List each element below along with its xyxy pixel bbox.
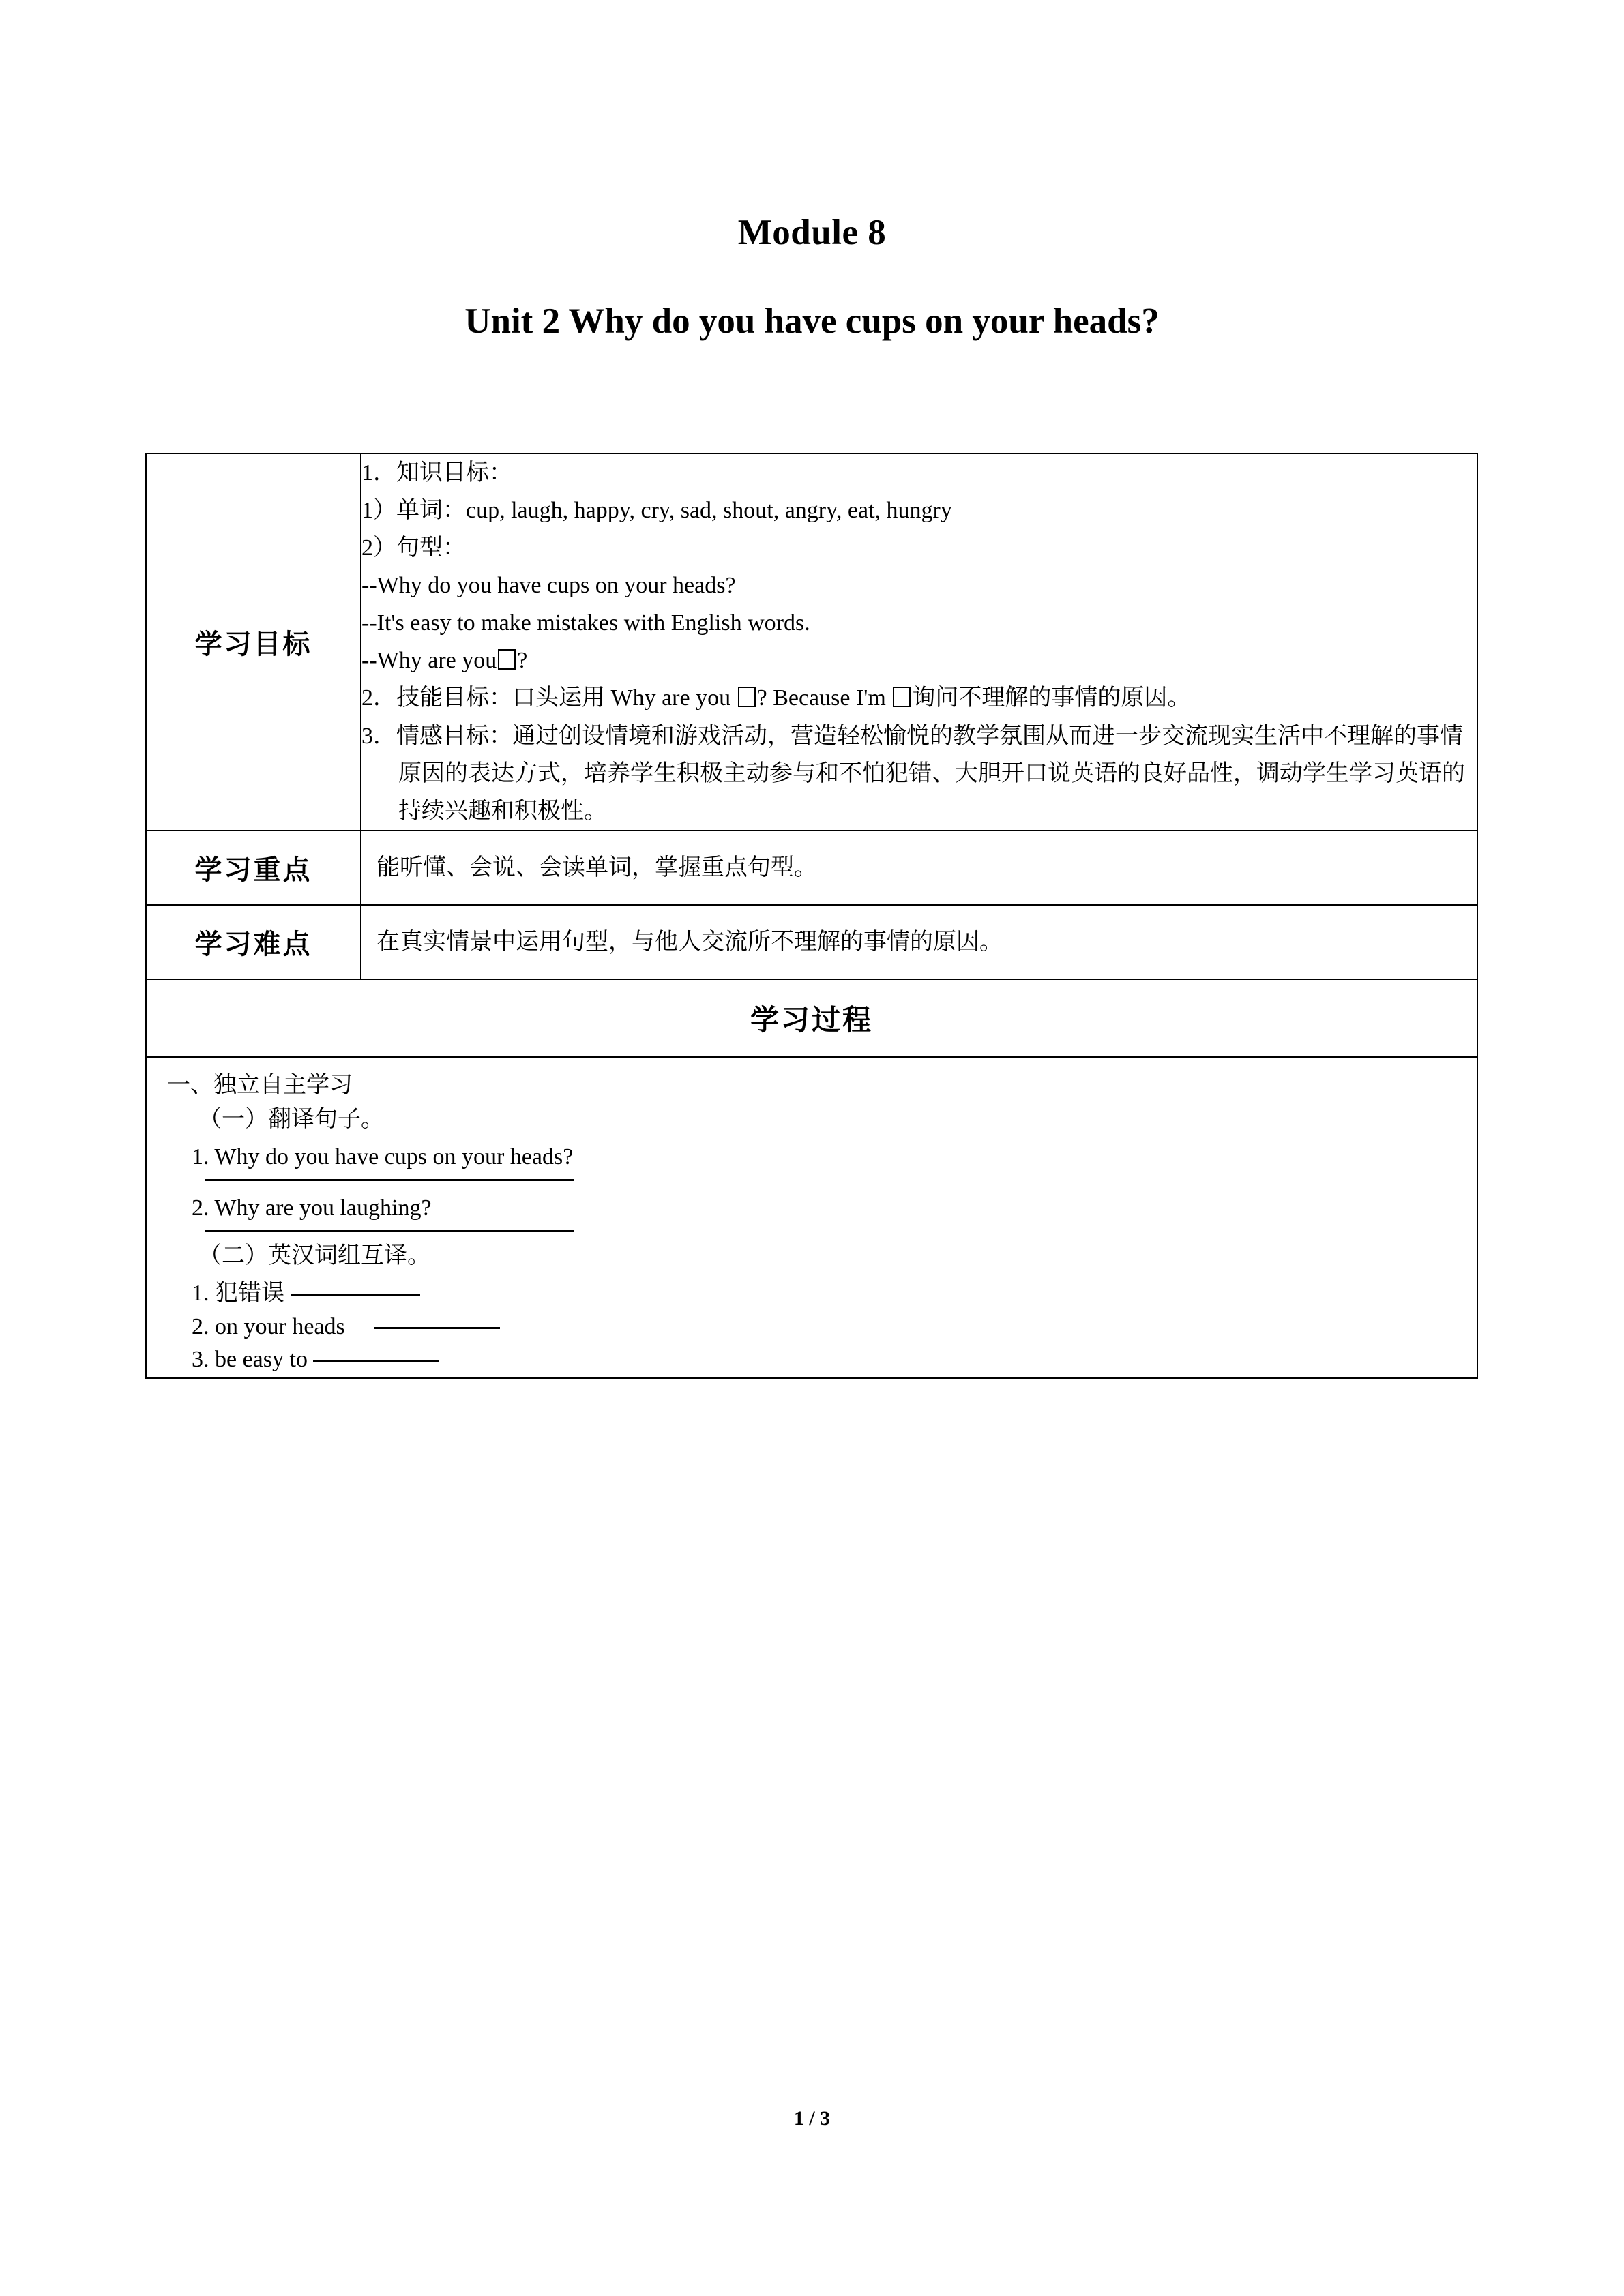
row-label-key-points-text: 学习重点 — [194, 854, 312, 886]
answer-blank-translate-1[interactable] — [205, 1179, 574, 1181]
page-title-unit: Unit 2 Why do you have cups on your heads? — [464, 301, 1160, 341]
objective-pattern-2: --It's easy to make mistakes with English words. — [361, 610, 810, 636]
section-heading-independent-study: 一、独立自主学习 — [167, 1072, 353, 1098]
objective-emotion: 3．情感目标：通过创设情境和游戏活动，营造轻松愉悦的教学氛围从而进一步交流现实生活中不理解的事情原因的表达方式，培养学生积极主动参与和不怕犯错、大胆开口说英语的良好品性，调动学生学习英语的持续兴趣和积极性。 — [361, 723, 1465, 824]
missing-glyph-box-icon — [893, 687, 911, 707]
table-row-objectives — [146, 453, 1477, 831]
answer-blank-phrase-2[interactable] — [374, 1327, 500, 1329]
subsection-heading-translate: （一）翻译句子。 — [198, 1106, 384, 1132]
row-label-key-points — [146, 831, 361, 905]
process-header-text: 学习过程 — [146, 979, 1477, 1057]
objective-words-line — [361, 492, 1477, 529]
page-footer: 1 / 3 — [793, 2107, 831, 2130]
subsection-heading-phrases: （二）英汉词组互译。 — [198, 1243, 430, 1269]
table-row-key-points — [146, 831, 1477, 905]
row-label-difficult-points-text: 学习难点 — [194, 928, 312, 960]
table-row-process-content — [146, 1057, 1477, 1378]
objective-pattern-3 — [361, 642, 1477, 679]
lesson-plan-table — [145, 453, 1478, 1379]
objective-skill — [361, 679, 1477, 717]
answer-blank-phrase-1[interactable] — [291, 1294, 420, 1296]
objective-words-label: 1）单词： — [361, 498, 466, 524]
phrase-item-2-text: 2. on your heads — [192, 1313, 345, 1339]
row-label-objectives-text: 学习目标 — [194, 628, 312, 660]
objective-patterns-label: 2）句型： — [361, 535, 466, 561]
page-title-module: Module 8 — [737, 213, 887, 252]
objective-knowledge-title: 1．知识目标： — [361, 460, 512, 486]
phrase-item-3 — [192, 1345, 1456, 1375]
objective-skill-post: 询问不理解的事情的原因。 — [912, 685, 1191, 711]
table-row-process-header — [146, 979, 1477, 1057]
phrase-item-2 — [192, 1312, 1456, 1342]
objective-pattern-3-post: ? — [517, 648, 528, 674]
row-content-difficult-points: 在真实情景中运用句型，与他人交流所不理解的事情的原因。 — [361, 905, 1477, 979]
phrase-item-3-text: 3. be easy to — [192, 1346, 308, 1372]
row-content-objectives — [361, 453, 1477, 831]
process-content — [146, 1057, 1477, 1378]
row-content-key-points: 能听懂、会说、会读单词，掌握重点句型。 — [361, 831, 1477, 905]
objective-pattern-1: --Why do you have cups on your heads? — [361, 573, 736, 599]
phrase-item-1 — [192, 1279, 1456, 1309]
translate-item-2: 2. Why are you laughing? — [192, 1195, 432, 1221]
phrase-item-1-text: 1. 犯错误 — [192, 1281, 284, 1307]
title-block — [0, 211, 1624, 343]
missing-glyph-box-icon — [498, 649, 516, 670]
objective-skill-mid: ? Because I'm — [756, 685, 892, 711]
objective-skill-pre: 2．技能目标：口头运用 Why are you — [361, 685, 737, 711]
table-row-difficult-points — [146, 905, 1477, 979]
answer-blank-translate-2[interactable] — [205, 1230, 574, 1232]
objective-pattern-3-pre: --Why are you — [361, 648, 497, 674]
missing-glyph-box-icon — [738, 687, 756, 707]
objective-words-list: cup, laugh, happy, cry, sad, shout, angry, eat, hungry — [466, 498, 952, 524]
row-label-objectives — [146, 453, 361, 831]
row-label-difficult-points — [146, 905, 361, 979]
translate-item-1: 1. Why do you have cups on your heads? — [192, 1144, 574, 1169]
answer-blank-phrase-3[interactable] — [313, 1360, 439, 1362]
